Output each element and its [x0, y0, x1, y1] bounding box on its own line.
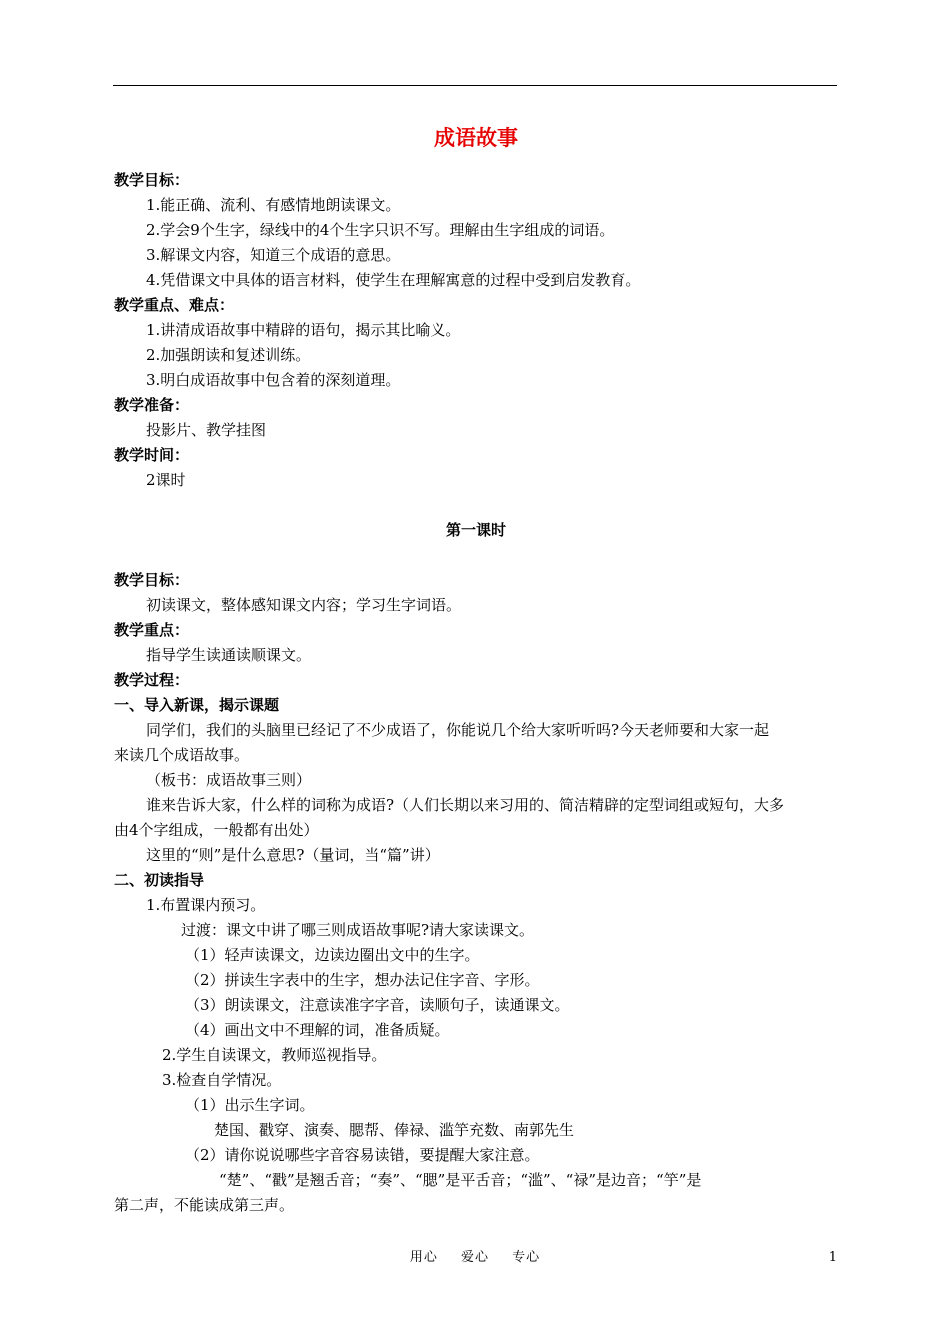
goal-item: 1.能正确、流利、有感情地朗读课文。: [146, 196, 401, 214]
page-number: 1: [828, 1250, 837, 1265]
section2-check: （1）出示生字词。: [185, 1096, 315, 1114]
time-text: 2课时: [146, 471, 186, 489]
keypoint-item: 3.明白成语故事中包含着的深刻道理。: [146, 371, 401, 389]
keypoint-item: 2.加强朗读和复述训练。: [146, 346, 311, 364]
document-body: [114, 118, 838, 1218]
section1-board-note: （板书：成语故事三则）: [146, 771, 312, 789]
section2-heading: 二、初读指导: [114, 871, 205, 889]
section1-paragraph-line: 这里的“则”是什么意思?（量词，当“篇”讲）: [146, 846, 440, 864]
section2-subitem: （2）拼读生字表中的生字，想办法记住字音、字形。: [185, 971, 540, 989]
section2-subitem: （1）轻声读课文，边读边圈出文中的生字。: [185, 946, 480, 964]
lesson1-goal-text: 初读课文，整体感知课文内容；学习生字词语。: [146, 596, 462, 614]
section1-paragraph-line: 来读几个成语故事。: [114, 746, 250, 764]
section2-word-list: 楚国、戳穿、演奏、腮帮、俸禄、滥竽充数、南郭先生: [214, 1121, 575, 1139]
prep-heading: 教学准备：: [114, 396, 190, 414]
goal-item: 2.学会9个生字，绿线中的4个生字只识不写。理解由生字组成的词语。: [146, 221, 615, 239]
time-heading: 教学时间：: [114, 446, 190, 464]
section1-paragraph-line: 由4个字组成，一般都有出处）: [114, 821, 319, 839]
section1-paragraph-line: 谁来告诉大家，什么样的词称为成语?（人们长期以来习用的、简洁精辟的定型词组或短句，大多: [146, 796, 785, 814]
spacer: [114, 493, 838, 518]
section2-step: 2.学生自读课文，教师巡视指导。: [162, 1046, 387, 1064]
page-footer: [113, 1248, 837, 1268]
lesson1-focus-heading: 教学重点：: [114, 621, 190, 639]
section2-step: 3.检查自学情况。: [162, 1071, 282, 1089]
footer-motto: 用心 爱心 专心: [409, 1250, 541, 1265]
spacer: [114, 543, 838, 568]
section2-pronunciation-note: “楚”、“戳”是翘舌音；“奏”、“腮”是平舌音；“滥”、“禄”是边音；“竽”是: [219, 1171, 702, 1189]
prep-text: 投影片、教学挂图: [146, 421, 267, 439]
lesson1-title: 第一课时: [445, 521, 506, 539]
section2-check: （2）请你说说哪些字音容易读错，要提醒大家注意。: [185, 1146, 540, 1164]
header-rule: [113, 85, 837, 86]
document-title: 成语故事: [434, 125, 518, 150]
keypoints-heading: 教学重点、难点：: [114, 296, 235, 314]
lesson1-goal-heading: 教学目标：: [114, 571, 190, 589]
section2-subitem: （4）画出文中不理解的词，准备质疑。: [185, 1021, 450, 1039]
goals-heading: 教学目标：: [114, 171, 190, 189]
section1-paragraph-line: 同学们，我们的头脑里已经记了不少成语了，你能说几个给大家听听吗?今天老师要和大家一起: [146, 721, 770, 739]
section2-transition: 过渡：课文中讲了哪三则成语故事呢?请大家读课文。: [181, 921, 535, 939]
lesson1-process-heading: 教学过程：: [114, 671, 190, 689]
section2-step: 1.布置课内预习。: [146, 896, 266, 914]
lesson1-focus-text: 指导学生读通读顺课文。: [146, 646, 312, 664]
section1-heading: 一、导入新课，揭示课题: [114, 696, 280, 714]
keypoint-item: 1.讲清成语故事中精辟的语句，揭示其比喻义。: [146, 321, 461, 339]
section2-subitem: （3）朗读课文，注意读准字字音，读顺句子，读通课文。: [185, 996, 570, 1014]
goal-item: 4.凭借课文中具体的语言材料，使学生在理解寓意的过程中受到启发教育。: [146, 271, 641, 289]
section2-pronunciation-note: 第二声，不能读成第三声。: [114, 1196, 295, 1214]
goal-item: 3.解课文内容，知道三个成语的意思。: [146, 246, 401, 264]
